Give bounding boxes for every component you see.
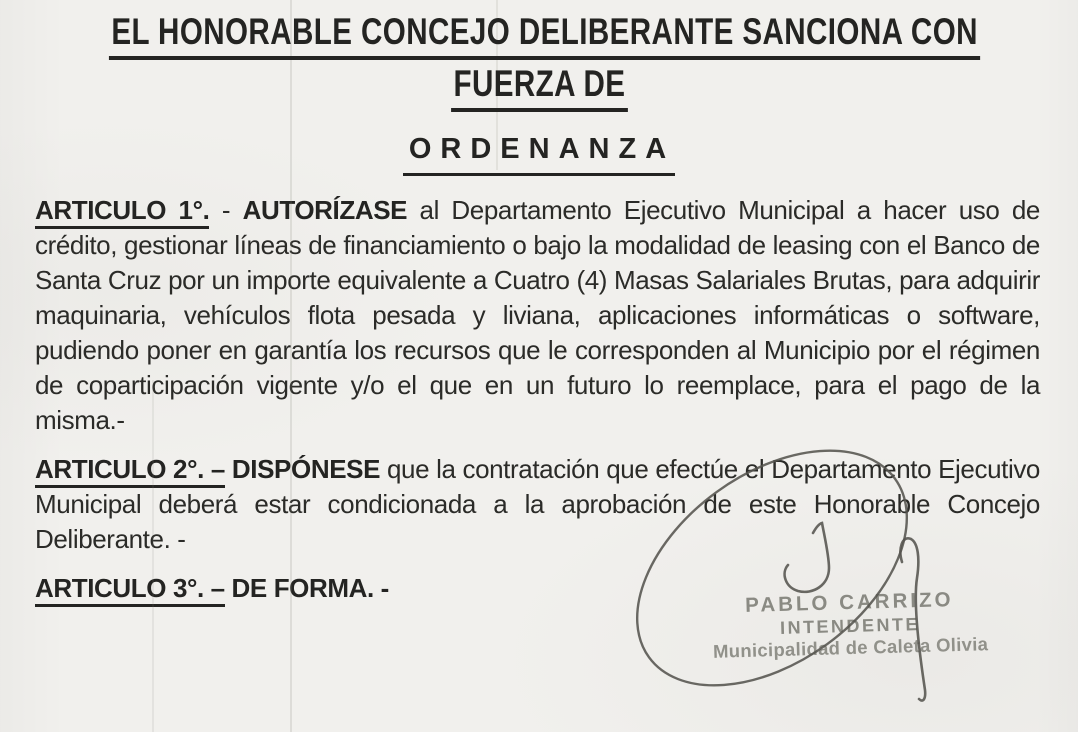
document-body — [0, 193, 1078, 606]
heading-line-1-text: EL HONORABLE CONCEJO DELIBERANTE SANCIONA CON — [109, 10, 980, 60]
document-heading — [0, 0, 1078, 176]
stamp-signer-title: INTENDENTE — [779, 613, 921, 638]
article-2-label: ARTICULO 2°. – — [35, 454, 225, 488]
article-1-paragraph — [35, 193, 1040, 438]
document-title-line — [0, 130, 1078, 176]
article-1-separator: - — [209, 195, 243, 225]
article-2-separator — [225, 454, 232, 484]
heading-line-2 — [0, 62, 1078, 114]
stamp-organization: Municipalidad de Caleta Olivia — [712, 633, 989, 663]
article-2-paragraph — [35, 452, 1040, 557]
document-title: ORDENANZA — [403, 130, 675, 176]
stamp-signer-name: PABLO CARRIZO — [744, 588, 954, 617]
article-3-separator — [225, 573, 232, 603]
article-1-label: ARTICULO 1°. — [35, 195, 209, 229]
article-2-keyword: DISPÓNESE — [231, 454, 381, 484]
article-1-text: al Departamento Ejecutivo Municipal a hacer uso de crédito, gestionar líneas de financiamiento o bajo la modalidad de leasing con el Banco de Santa Cruz por un importe equivalente a Cuatro (4) Masas Salariales Brutas, para adquirir maquinaria, vehículos flota pesada y liviana, aplicaciones informáticas o software, pudiendo poner en garantía los recursos que le corresponden al Municipio por el régimen de coparticipación vigente y/o el que en un futuro lo reemplace, para el pago de la misma.- — [35, 195, 1040, 435]
article-3-keyword: DE FORMA. - — [231, 573, 389, 603]
heading-line-2-text: FUERZA DE — [451, 62, 628, 112]
article-3-label: ARTICULO 3°. – — [35, 573, 225, 607]
article-1-keyword: AUTORÍZASE — [242, 195, 408, 225]
intendente-ink-stamp — [644, 586, 1056, 664]
heading-line-1 — [0, 10, 1078, 62]
article-2-text: que la contratación que efectúe el Departamento Ejecutivo Municipal deberá estar condicionada a la aprobación de este Honorable Concejo Deliberante. - — [35, 454, 1040, 554]
